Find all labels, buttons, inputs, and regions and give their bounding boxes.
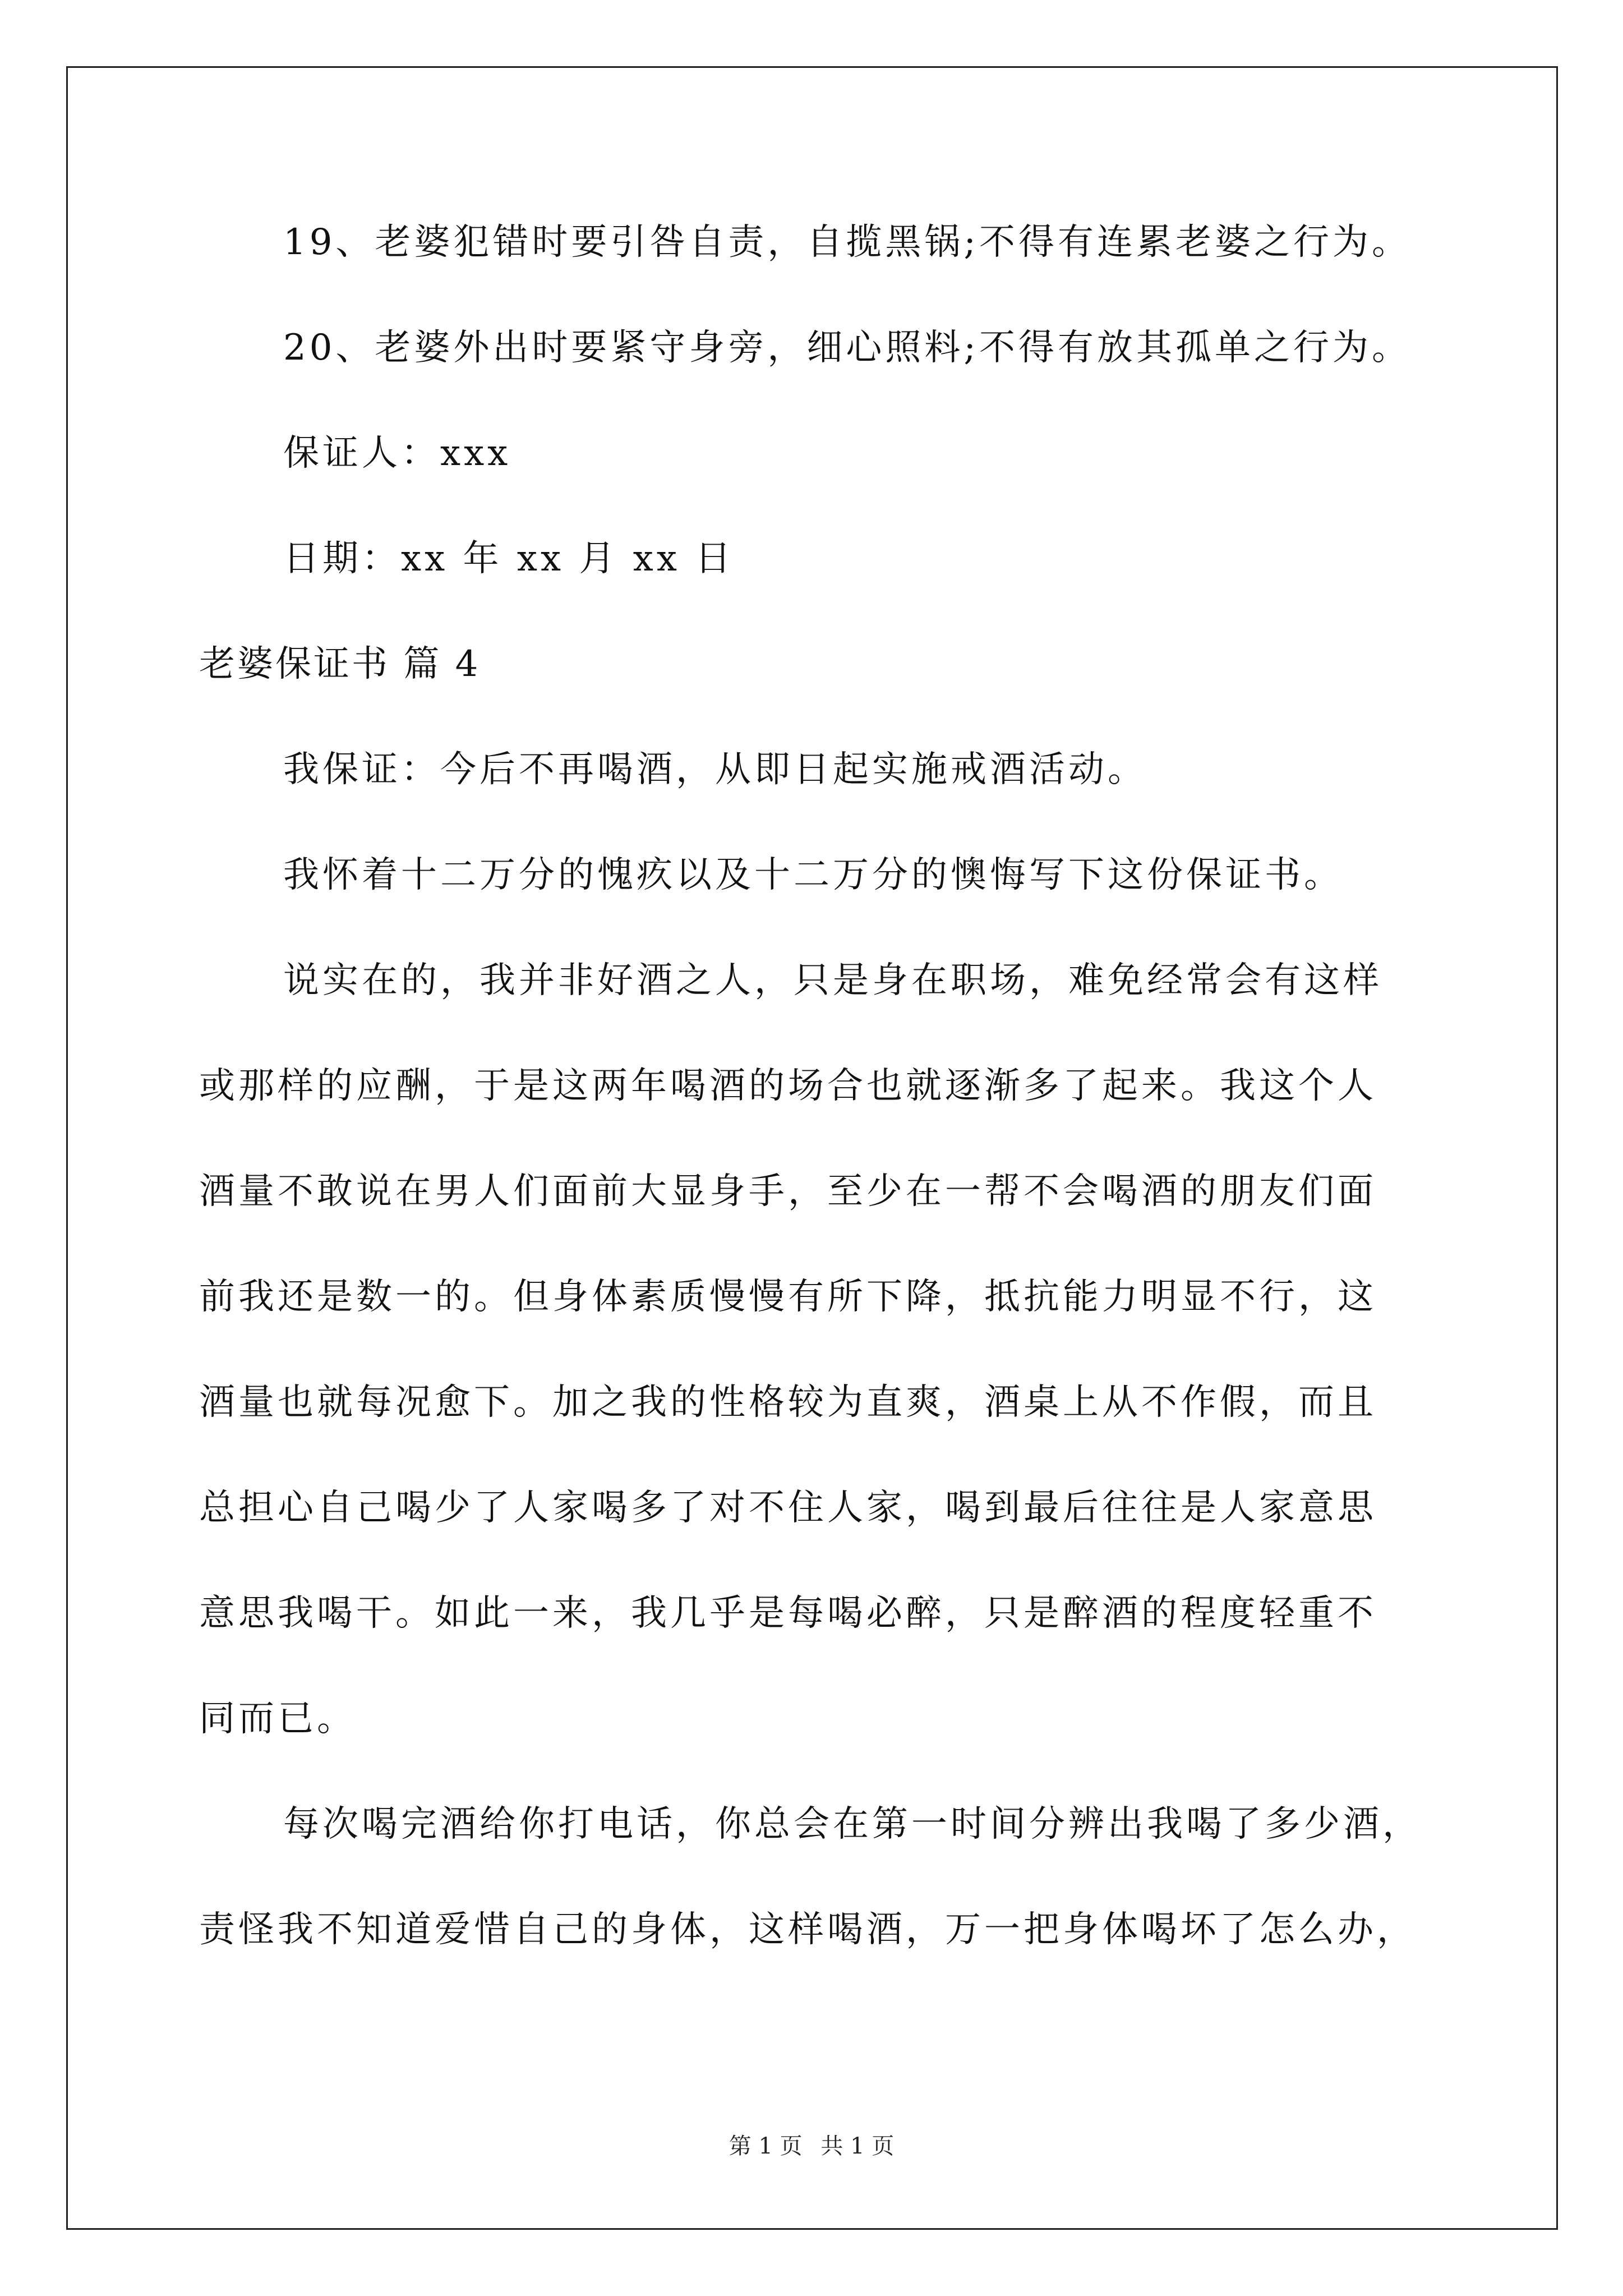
page-total: 共 1 页 [820, 2133, 895, 2159]
paragraph-line-1: 19、老婆犯错时要引咎自责，自揽黑锅;不得有连累老婆之行为。 [283, 222, 1411, 263]
page-border [66, 66, 1558, 2230]
paragraph-line-6: 我保证：今后不再喝酒，从即日起实施戒酒活动。 [283, 749, 1147, 790]
paragraph-line-2: 20、老婆外出时要紧守身旁，细心照料;不得有放其孤单之行为。 [283, 327, 1411, 369]
date-line: 日期：xx 年 xx 月 xx 日 [283, 538, 735, 579]
paragraph-line-15: 同而已。 [199, 1698, 356, 1740]
paragraph-line-11: 前我还是数一的。但身体素质慢慢有所下降，抵抗能力明显不行，这 [199, 1276, 1377, 1318]
section-heading: 老婆保证书 篇 4 [199, 643, 481, 685]
page-footer [0, 2135, 1623, 2157]
paragraph-line-7: 我怀着十二万分的愧疚以及十二万分的懊悔写下这份保证书。 [283, 854, 1343, 896]
paragraph-line-12: 酒量也就每况愈下。加之我的性格较为直爽，酒桌上从不作假，而且 [199, 1382, 1377, 1423]
paragraph-line-16: 每次喝完酒给你打电话，你总会在第一时间分辨出我喝了多少酒， [283, 1803, 1422, 1845]
paragraph-line-10: 酒量不敢说在男人们面前大显身手，至少在一帮不会喝酒的朋友们面 [199, 1171, 1377, 1212]
guarantor-line: 保证人：xxx [283, 432, 511, 474]
paragraph-line-9: 或那样的应酬，于是这两年喝酒的场合也就逐渐多了起来。我这个人 [199, 1065, 1377, 1107]
paragraph-line-8: 说实在的，我并非好酒之人，只是身在职场，难免经常会有这样 [283, 960, 1382, 1001]
page-number: 第 1 页 [728, 2133, 803, 2159]
paragraph-line-14: 意思我喝干。如此一来，我几乎是每喝必醉，只是醉酒的程度轻重不 [199, 1593, 1377, 1634]
paragraph-line-13: 总担心自己喝少了人家喝多了对不住人家，喝到最后往往是人家意思 [199, 1487, 1377, 1529]
paragraph-line-17: 责怪我不知道爱惜自己的身体，这样喝酒，万一把身体喝坏了怎么办， [199, 1909, 1416, 1950]
